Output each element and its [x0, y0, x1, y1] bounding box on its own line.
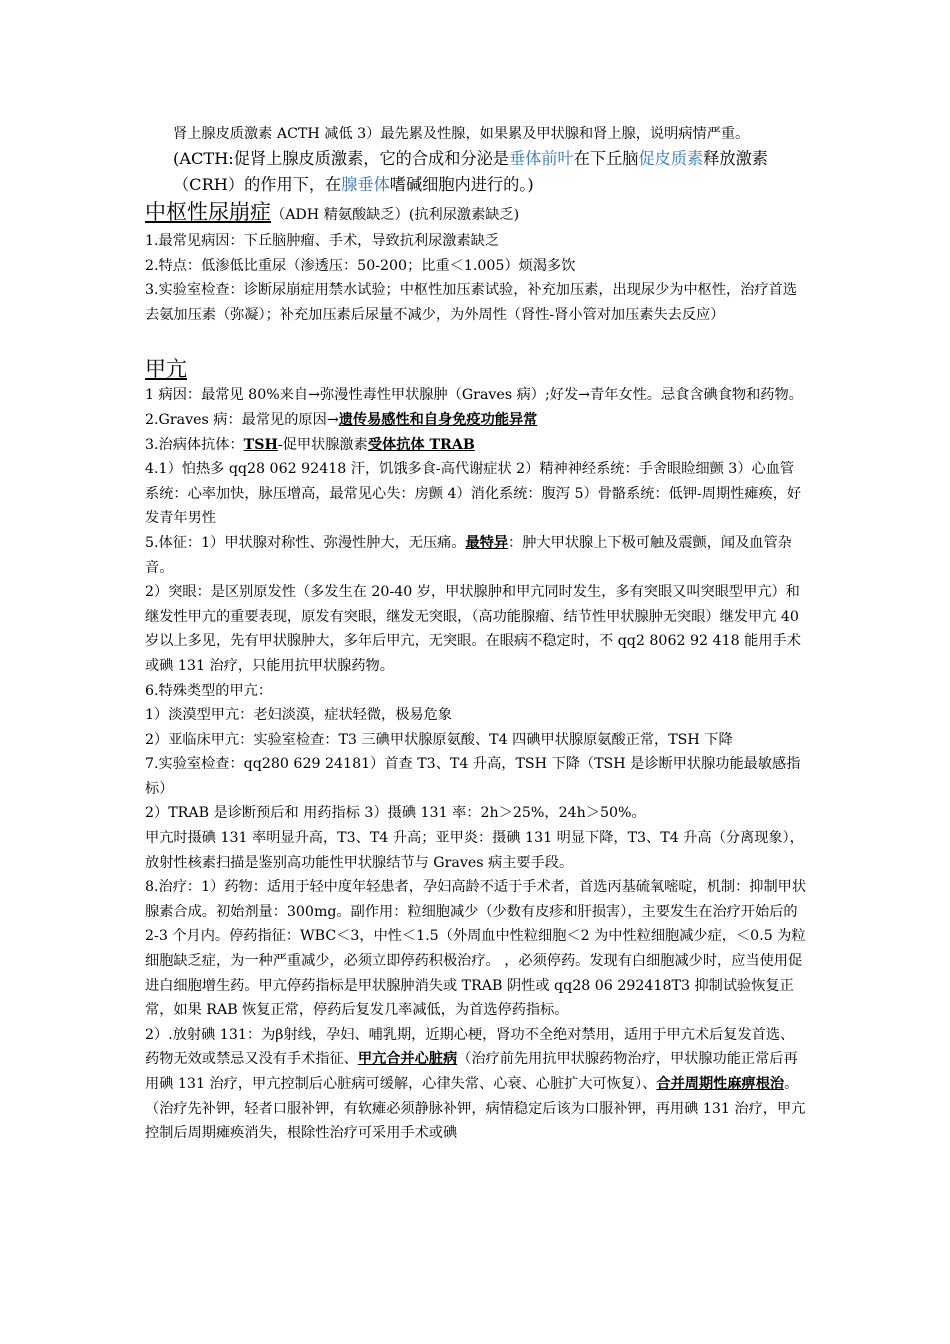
- intro-line-1: 肾上腺皮质激素 ACTH 减低 3）最先累及性腺，如果累及甲状腺和肾上腺，说明病情严重。: [173, 126, 750, 142]
- link-pituitary-anterior[interactable]: 垂体前叶: [508, 149, 574, 168]
- paragraph: 2.Graves 病：最常见的原因→遗传易感性和自身免疫功能异常: [145, 411, 538, 428]
- paragraph: 甲亢时摄碘 131 率明显升高，T3、T4 升高；亚甲炎：摄碘 131 明显下降，T3、T4 升高（分离现象），放射性核素扫描是鉴别高功能性甲状腺结节与 Graves 病主要手段。: [145, 830, 804, 871]
- emphasis: 合并周期性麻痹根治: [656, 1076, 785, 1092]
- spacer: [145, 327, 807, 355]
- paragraph: 6.特殊类型的甲亢：: [145, 682, 273, 699]
- paragraph: 2）.放射碘 131：为β射线，孕妇、哺乳期，近期心梗，肾功不全绝对禁用，适用于甲亢术后复发首选、药物无效或禁忌又没有手术指征、甲亢合并心脏病（治疗前先用抗甲状腺药物治疗，甲状腺功能正常后再用碘 131 治疗，甲亢控制后心脏病可缓解，心律失常、心衰、心脏扩大可恢复）、合并周期性麻痹根治。（治疗先补钾，轻者口服补钾，有软瘫必须静脉补钾，病情稳定后该为口服补钾，再用碘 131 治疗，甲亢控制后周期瘫痪消失，根除性治疗可采用手术或碘: [145, 1026, 806, 1142]
- paragraph: 8.治疗：1）药物：适用于轻中度年轻患者，孕妇高龄不适于手术者，首选丙基硫氧嘧啶，机制：抑制甲状腺素合成。初始剂量：300mg。副作用：粒细胞减少（少数有皮疹和肝损害），主要发生在治疗开始后的 2-3 个月内。停药指征：WBC＜3，中性＜1.5（外周血中性粒细胞＜2 为中性粒细胞减少症，＜0.5 为粒细胞缺乏症，为一种严重减少，必须立即停药积极治疗。 ，必须停药。发现有白细胞减少时，应当使用促进白细胞增生药。甲亢停药指标是甲状腺肿消失或 TRAB 阴性或 qq28 06 292418T3 抑制试验恢复正常，如果 RAB 恢复正常，停药后复发几率减低，为首选停药指标。: [145, 879, 807, 1019]
- paragraph: 2）亚临床甲亢：实验室检查：T3 三碘甲状腺原氨酸、T4 四碘甲状腺原氨酸正常，TSH 下降: [145, 731, 733, 748]
- emphasis: TSH: [243, 436, 278, 453]
- paragraph: 5.体征：1）甲状腺对称性、弥漫性肿大，无压痛。最特异：肿大甲状腺上下极可触及震颤，闻及血管杂音。: [145, 534, 792, 576]
- intro-block: [173, 122, 807, 198]
- paragraph: 2）突眼：是区别原发性（多发生在 20-40 岁，甲状腺肿和甲亢同时发生，多有突眼又叫突眼型甲亢）和继发性甲亢的重要表现，原发有突眼，继发无突眼，（高功能腺瘤、结节性甲状腺肿无突眼）继发甲亢 40 岁以上多见，先有甲状腺肿大，多年后甲亢，无突眼。在眼病不稳定时，不 qq2 8062 92 418 能用手术或碘 131 治疗，只能用抗甲状腺药物。: [145, 584, 801, 674]
- paragraph: 1.最常见病因：下丘脑肿瘤、手术，导致抗利尿激素缺乏: [145, 233, 500, 249]
- heading-title: 甲亢: [145, 357, 187, 382]
- paragraph: 2）TRAB 是诊断预后和 用药指标 3）摄碘 131 率：2h＞25%，24h＞50%。: [145, 805, 646, 822]
- paragraph: 2.特点：低渗低比重尿（渗透压：50-200；比重＜1.005）烦渴多饮: [145, 257, 576, 274]
- paragraph: 4.1）怕热多 qq28 062 92418 汗，饥饿多食-高代谢症状 2）精神神经系统：手舍眼睑细颤 3）心血管系统：心率加快，脉压增高，最常见心失：房颤 4）消化系统：腹泻 5）骨骼系统：低钾-周期性瘫痪，好发青年男性: [145, 461, 802, 527]
- document-page: [145, 122, 807, 1146]
- heading-title: 中枢性尿崩症: [145, 200, 271, 224]
- emphasis: 遗传易感性和自身免疫功能异常: [338, 411, 538, 428]
- link-adenohypophysis[interactable]: 腺垂体: [341, 175, 390, 194]
- paragraph: 1）淡漠型甲亢：老妇淡漠，症状轻微，极易危象: [145, 707, 452, 724]
- link-corticotropin[interactable]: 促皮质素: [638, 149, 704, 168]
- paragraph: 7.实验室检查：qq280 629 24181）首查 T3、T4 升高，TSH 下降（TSH 是诊断甲状腺功能最敏感指标）: [145, 756, 801, 797]
- paragraph: 3.治病体抗体：TSH-促甲状腺激素受体抗体 TRAB: [145, 436, 475, 453]
- emphasis: 甲亢合并心脏病: [357, 1051, 458, 1068]
- emphasis: 最特异: [465, 534, 509, 551]
- heading-subtitle: （ADH 精氨酸缺乏）(抗利尿激素缺乏): [271, 207, 520, 223]
- intro-line-2: (ACTH:促肾上腺皮质激素，它的合成和分泌是垂体前叶在下丘脑促皮质素释放激素（CRH）的作用下，在腺垂体嗜碱细胞内进行的。): [173, 149, 768, 194]
- section-heading-hyperthyroidism: [145, 355, 807, 383]
- section-heading-diabetes-insipidus: [145, 198, 807, 229]
- paragraph: 1 病因：最常见 80%来自→弥漫性毒性甲状腺肿（Graves 病）;好发→青年女性。忌食含碘食物和药物。: [145, 387, 803, 404]
- paragraph: 3.实验室检查：诊断尿崩症用禁水试验；中枢性加压素试验，补充加压素，出现尿少为中枢性，治疗首选去氨加压素（弥凝）；补充加压素后尿量不减少，为外周性（肾性-肾小管对加压素失去反应）: [145, 282, 797, 323]
- emphasis: 受体抗体 TRAB: [367, 436, 475, 453]
